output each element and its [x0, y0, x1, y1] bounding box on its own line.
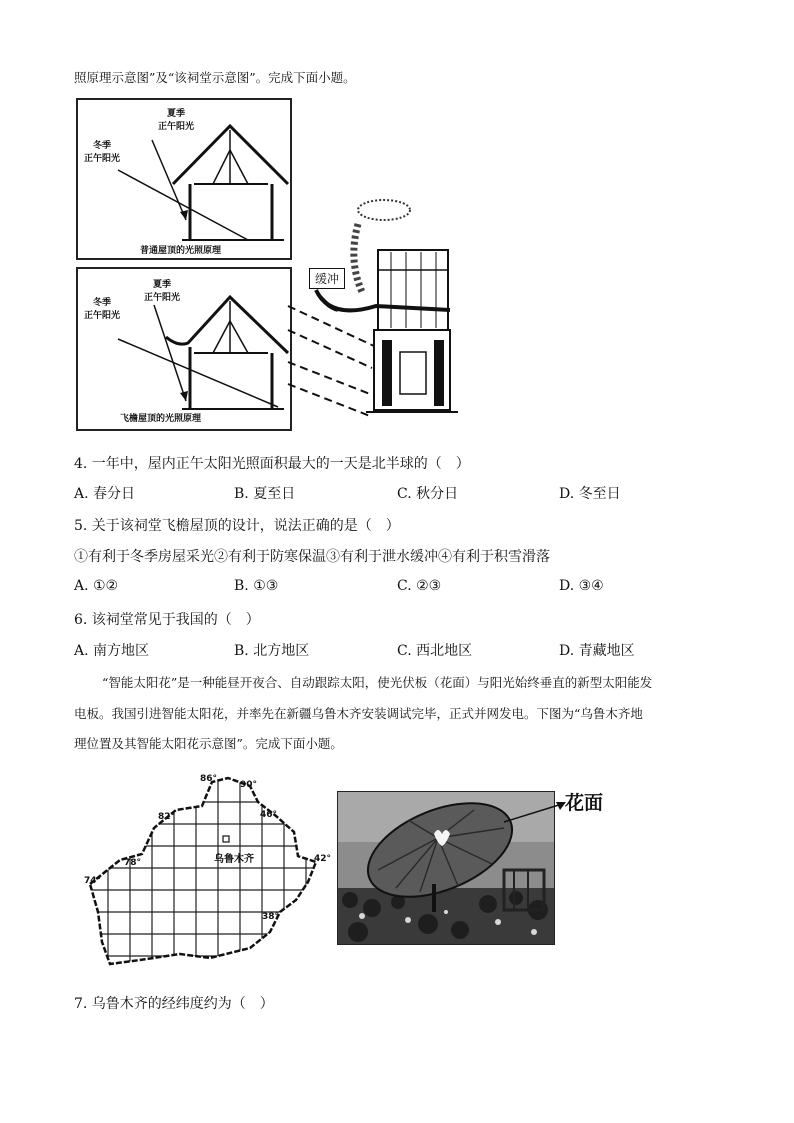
q7-stem: 7. 乌鲁木齐的经纬度约为（ ） [74, 996, 274, 1012]
q6-option-a[interactable]: A. 南方地区 [74, 643, 150, 659]
lon-label-82: 82° [158, 812, 176, 822]
q5-stem: 5. 关于该祠堂飞檐屋顶的设计，说法正确的是（ ） [74, 518, 400, 534]
figure-panel-flying-eave-roof [76, 267, 292, 431]
panel-caption: 飞檐屋顶的光照原理 [120, 414, 202, 424]
q4-option-c[interactable]: C. 秋分日 [397, 486, 459, 502]
passage-line-1: “智能太阳花”是一种能昼开夜合、自动跟踪太阳，使光伏板（花面）与阳光始终垂直的新型太阳能发 [102, 675, 653, 690]
map-svg [80, 772, 330, 967]
ancestral-hall-sketch [286, 180, 466, 430]
winter-sun-label: 冬季 正午阳光 [84, 298, 121, 321]
figure-panel-ordinary-roof [76, 98, 292, 260]
q6-option-c[interactable]: C. 西北地区 [397, 643, 473, 659]
q4-stem: 4. 一年中，屋内正午太阳光照面积最大的一天是北半球的（ ） [74, 456, 470, 472]
lat-label-38: 38° [262, 912, 280, 922]
q5-option-b[interactable]: B. ①③ [234, 578, 279, 594]
flower-face-arrow [500, 796, 570, 826]
q6-stem: 6. 该祠堂常见于我国的（ ） [74, 612, 260, 628]
q5-option-c[interactable]: C. ②③ [397, 578, 442, 594]
q5-statements: ①有利于冬季房屋采光②有利于防寒保温③有利于泄水缓冲④有利于积雪滑落 [74, 549, 550, 565]
lon-label-78: 78° [124, 858, 142, 868]
flying-eave-roof-diagram [78, 269, 290, 429]
xinjiang-map [80, 772, 330, 967]
panel-caption: 普通屋顶的光照原理 [140, 246, 222, 256]
winter-sun-label: 冬季 正午阳光 [84, 141, 121, 164]
passage-line-3: 理位置及其智能太阳花示意图”。完成下面小题。 [74, 736, 343, 751]
q6-option-b[interactable]: B. 北方地区 [234, 643, 310, 659]
lon-label-86: 86° [200, 774, 218, 784]
q4-option-b[interactable]: B. 夏至日 [234, 486, 296, 502]
summer-sun-label: 夏季 正午阳光 [144, 280, 181, 303]
lon-label-90: 90° [240, 780, 258, 790]
q5-option-a[interactable]: A. ①② [74, 578, 119, 594]
lat-label-42: 42° [314, 854, 332, 864]
q4-option-a[interactable]: A. 春分日 [74, 486, 136, 502]
lat-label-46: 46° [260, 810, 278, 820]
intro-line: 照原理示意图”及“该祠堂示意图”。完成下面小题。 [74, 70, 356, 85]
q4-option-d[interactable]: D. 冬至日 [559, 486, 621, 502]
summer-sun-label: 夏季 正午阳光 [158, 109, 195, 132]
q6-option-d[interactable]: D. 青藏地区 [559, 643, 635, 659]
lon-label-74: 74° [84, 876, 102, 886]
buffer-tag: 缓冲 [309, 268, 345, 289]
q5-option-d[interactable]: D. ③④ [559, 578, 604, 594]
passage-line-2: 电板。我国引进智能太阳花，并率先在新疆乌鲁木齐安装调试完毕，正式并网发电。下图为“乌鲁木齐地 [74, 706, 643, 721]
flower-face-label: 花面 [565, 792, 604, 814]
urumqi-label: 乌鲁木齐 [214, 854, 254, 865]
